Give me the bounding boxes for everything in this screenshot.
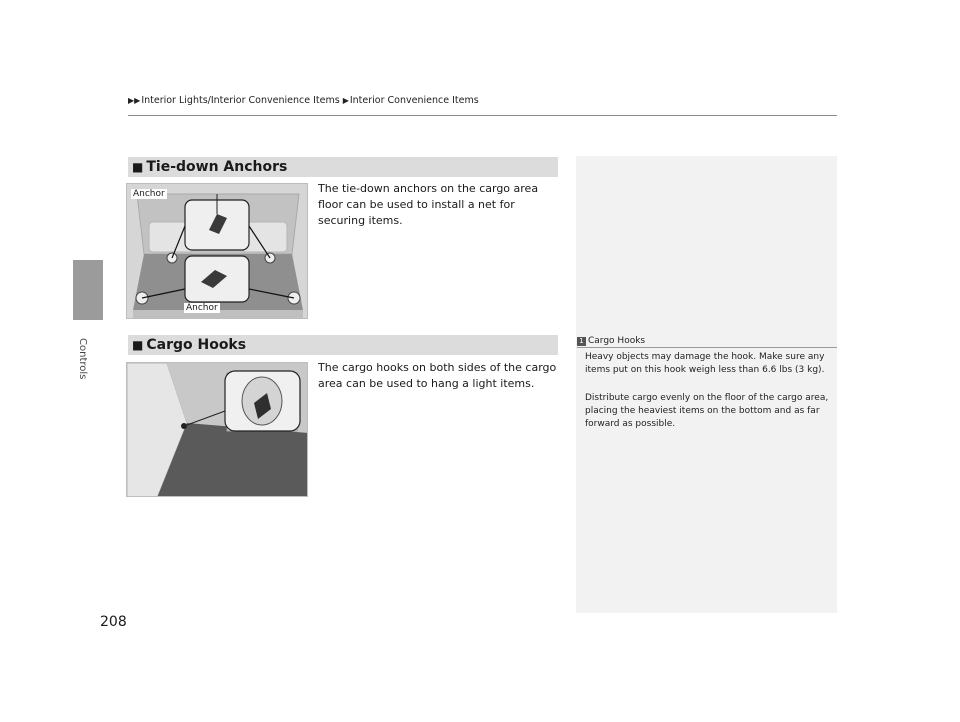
square-bullet-icon: ■ [132, 160, 144, 174]
breadcrumb-arrow-icon: ▶ [342, 96, 349, 105]
breadcrumb-item[interactable]: Interior Lights/Interior Convenience Items [141, 95, 340, 106]
note-title-text: Cargo Hooks [588, 336, 646, 346]
section-side-tab [73, 260, 103, 320]
cargo-hooks-figure [126, 362, 308, 497]
square-bullet-icon: ■ [132, 338, 144, 352]
breadcrumb-arrow-icon: ▶▶ [128, 96, 141, 105]
cargo-area-illustration [127, 184, 308, 319]
note-paragraph: Distribute cargo evenly on the floor of the cargo area, placing the heaviest items on the bottom and as far forward as possible. [585, 393, 829, 429]
cargo-hooks-body: The cargo hooks on both sides of the cargo area can be used to hang a light items. [318, 361, 557, 390]
note-paragraph: Heavy objects may damage the hook. Make sure any items put on this hook weigh less than 6.6 lbs (3 kg). [585, 352, 825, 375]
page-number: 208 [100, 614, 127, 630]
section-heading-text: Cargo Hooks [146, 337, 247, 353]
header-rule [128, 115, 837, 116]
breadcrumb [128, 95, 479, 106]
tie-down-figure [126, 183, 308, 319]
note-title [577, 336, 645, 346]
section-heading-cargo-hooks [128, 335, 558, 355]
reference-icon: 1 [577, 337, 586, 346]
breadcrumb-item[interactable]: Interior Convenience Items [349, 95, 479, 106]
cargo-hook-illustration [127, 363, 308, 497]
side-tab-label: Controls [77, 338, 88, 380]
section-heading-tie-down [128, 157, 558, 177]
anchor-callout-label: Anchor [133, 189, 165, 199]
notes-column [576, 156, 837, 613]
tie-down-body: The tie-down anchors on the cargo area floor can be used to install a net for securing items. [318, 182, 539, 227]
section-heading-text: Tie-down Anchors [146, 159, 288, 175]
note-rule [577, 347, 837, 348]
anchor-callout-label: Anchor [186, 303, 218, 313]
